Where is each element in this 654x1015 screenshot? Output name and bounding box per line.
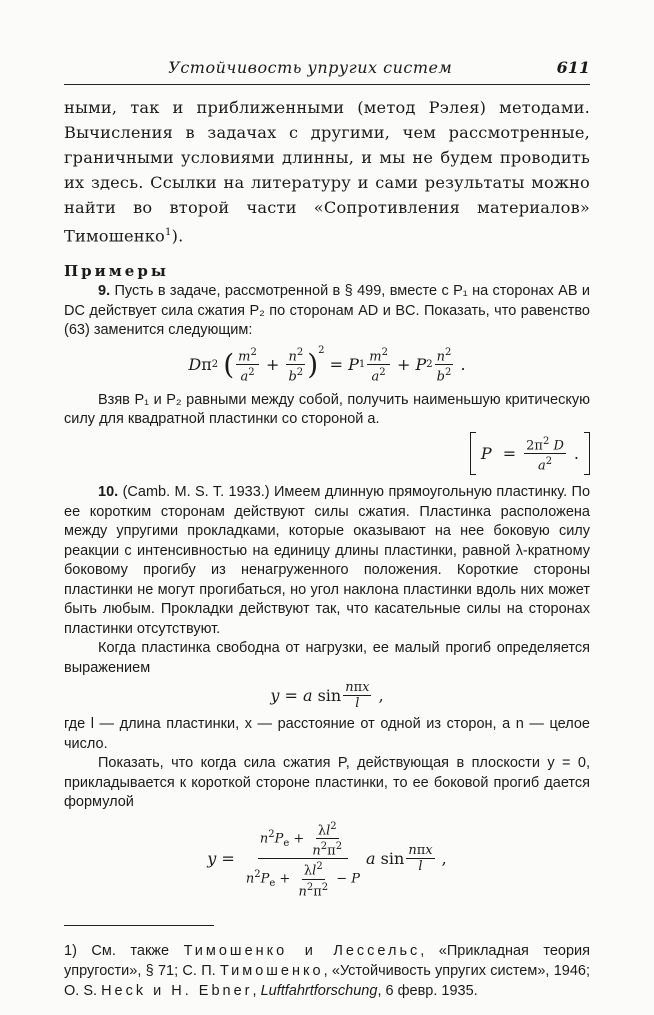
page bbox=[64, 58, 590, 1015]
problem-10-para2: Когда пластинка свободна от нагрузки, ее малый прогиб определяется выражением bbox=[64, 640, 590, 676]
footnote-ref: 1 bbox=[165, 227, 172, 238]
formula-deflection: y = a sin $\frac{\text{nπx}}{l}$ , bbox=[270, 680, 384, 712]
footnote: 1) См. также Тимошенко и Лессельс, «Прикладная теория упругости», § 71; С. П. Тимошенко, «Устойчивость упругих систем», 1946; O. S. Heck и H. Ebner, Luftfahrtforschung, 6 февр. 1935. bbox=[64, 942, 591, 999]
problem-10-para3: где l — длина пластинки, x — расстояние от одной из сторон, a n — целое число. bbox=[64, 716, 590, 752]
formula-lateral-deflection: y = $n^2P_e$ + $\frac{\lambda l^2}{n^2\pi^2}$ $n^2P_e$ + $\frac{\lambda l^2}{n^2\pi^2}$ − P a sin $\frac{\text{nπx}}{l}$ , bbox=[207, 820, 447, 900]
running-title: Устойчивость упругих систем bbox=[168, 58, 453, 77]
problem-9-answer: P = $\frac{2\pi^2 D}{a^2}$ . bbox=[64, 432, 590, 476]
problem-10-para4: Показать, что когда сила сжатия P, действующая в плоскости y = 0, прикладывается к короткой стороне пластинки, то ее боковой прогиб дается формулой bbox=[64, 755, 590, 811]
intro-paragraph: ными, так и приближенными (метод Рэлея) методами. Вычисления в задачах с другими, чем рассмотренные, граничными условиями длинны, и мы не будем проводить их здесь. Ссылки на литературу и сами результаты можно найти во второй части «Сопротивления материалов» Тимошенко$^1$). bbox=[64, 98, 590, 246]
formula-63: D π 2 ( $\frac{m^2}{a^2}$ + $\frac{n^2}{b^2}$ ) $^2$ = P 1 $\frac{m^2}{a^2}$ + P 2 $\frac{n^2}{b^2}$ . bbox=[188, 344, 466, 385]
problem-9-statement: 9. Пусть в задаче, рассмотренной в § 499, вместе с P₁ на сторонах AB и DC действует сила сжатия P₂ по сторонам AD и BC. Показать, что равенство (63) заменится следующим: bbox=[64, 283, 590, 339]
problem-9-followup: Взяв P₁ и P₂ равными между собой, получить наименьшую критическую силу для квадратной пластинки со стороной a. bbox=[64, 391, 590, 428]
problem-10-statement: 10. (Camb. M. S. T. 1933.) Имеем длинную прямоугольную пластинку. По ее коротким сторонам действуют силы сжатия. Пластинка расположена между упругими прокладками, которые оказывают на нее боковую силу реакции с интенсивностью на единицу длины пластинки, равной λ-кратному боковому прогибу из ненагруженного положения. Короткие стороны пластинки не могут прогибаться, но угол наклона пластинки вдоль них может быть любым. Прокладки действуют так, что касательные силы на сторонах пластинки отсутствуют. bbox=[64, 484, 591, 637]
section-heading: Примеры bbox=[64, 262, 169, 281]
page-number: 611 bbox=[556, 58, 590, 77]
running-head bbox=[64, 58, 590, 85]
footnote-rule bbox=[64, 925, 214, 926]
